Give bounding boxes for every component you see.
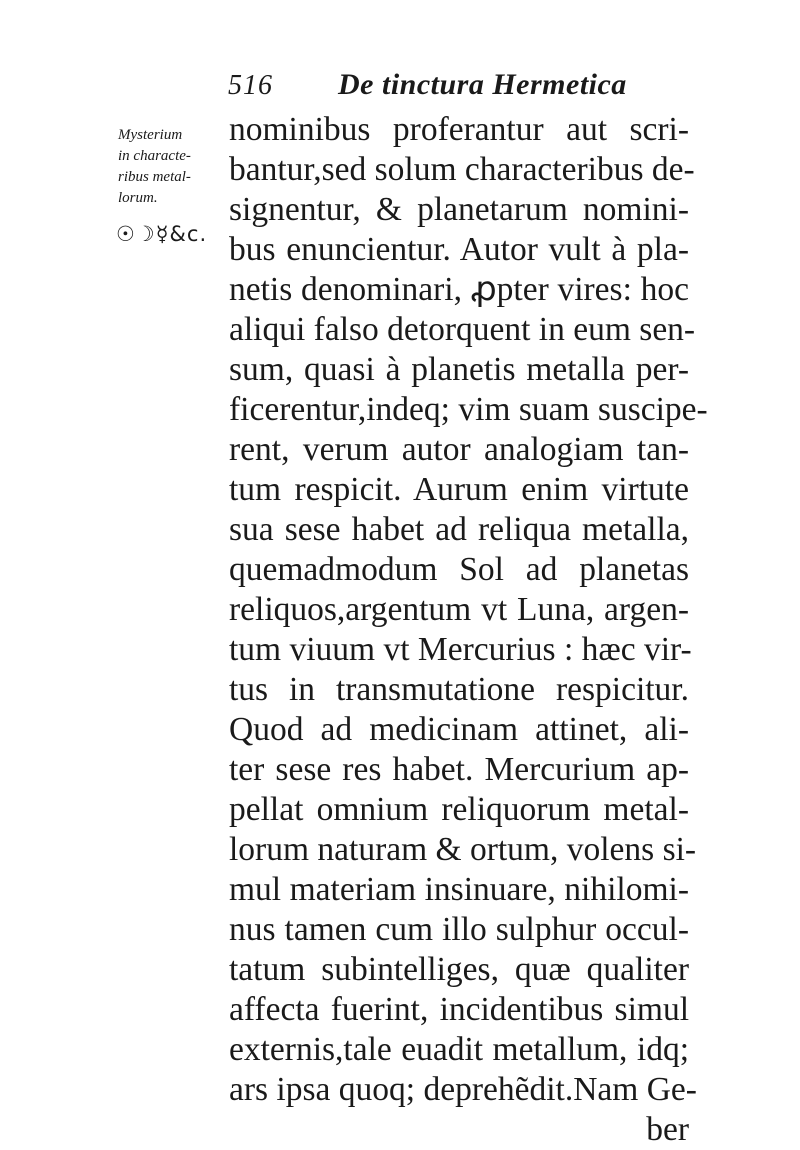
text-line: pellat omnium reliquorum metal-: [229, 791, 689, 828]
marginal-note-line: lorum.: [118, 190, 158, 206]
text-line: aliqui falso detorquent in eum sen-: [229, 311, 696, 348]
text-line: netis denominari, ꝓpter vires: hoc: [229, 271, 689, 308]
text-line: ter sese res habet. Mercurium ap-: [229, 751, 689, 788]
marginal-note-line: ribus metal-: [118, 169, 191, 185]
text-line: mul materiam insinuare, nihilomi-: [229, 871, 689, 908]
marginal-note-line: in characte-: [118, 148, 191, 164]
text-line: sua sese habet ad reliqua metalla,: [229, 511, 689, 548]
text-line: ficerentur,indeq; vim suam suscipe-: [229, 391, 708, 428]
text-line: bus enuncientur. Autor vult à pla-: [229, 231, 689, 268]
text-line: Quod ad medicinam attinet, ali-: [229, 711, 689, 748]
body-text: [229, 110, 708, 1150]
text-line: reliquos,argentum vt Luna, argen-: [229, 591, 689, 628]
text-line: quemadmodum Sol ad planetas: [229, 551, 689, 588]
marginal-note: [118, 125, 238, 209]
text-line: rent, verum autor analogiam tan-: [229, 431, 689, 468]
text-line: ars ipsa quoq; deprehẽdit.Nam Ge-: [229, 1071, 697, 1108]
text-line: nus tamen cum illo sulphur occul-: [229, 911, 689, 948]
page-header: [228, 66, 688, 106]
text-line: nominibus proferantur aut scri-: [229, 111, 689, 148]
text-line: externis,tale euadit metallum, idq;: [229, 1031, 689, 1068]
text-line: lorum naturam & ortum, volens si-: [229, 831, 697, 868]
text-line: bantur,sed solum characteribus de-: [229, 151, 695, 188]
page-number: 516: [228, 70, 273, 101]
marginal-note-line: Mysterium: [118, 127, 183, 143]
planetary-symbols: ☉☽☿&c.: [116, 222, 208, 246]
text-line: sum, quasi à planetis metalla per-: [229, 351, 689, 388]
text-line: tum respicit. Aurum enim virtute: [229, 471, 689, 508]
text-line: affecta fuerint, incidentibus simul: [229, 991, 689, 1028]
running-title: De tinctura Hermetica: [338, 68, 627, 101]
catchword: ber: [646, 1111, 689, 1148]
text-line: tus in transmutatione respicitur.: [229, 671, 689, 708]
text-line: signentur, & planetarum nomini-: [229, 191, 689, 228]
text-line: tatum subintelliges, quæ qualiter: [229, 951, 689, 988]
text-line: tum viuum vt Mercurius : hæc vir-: [229, 631, 692, 668]
